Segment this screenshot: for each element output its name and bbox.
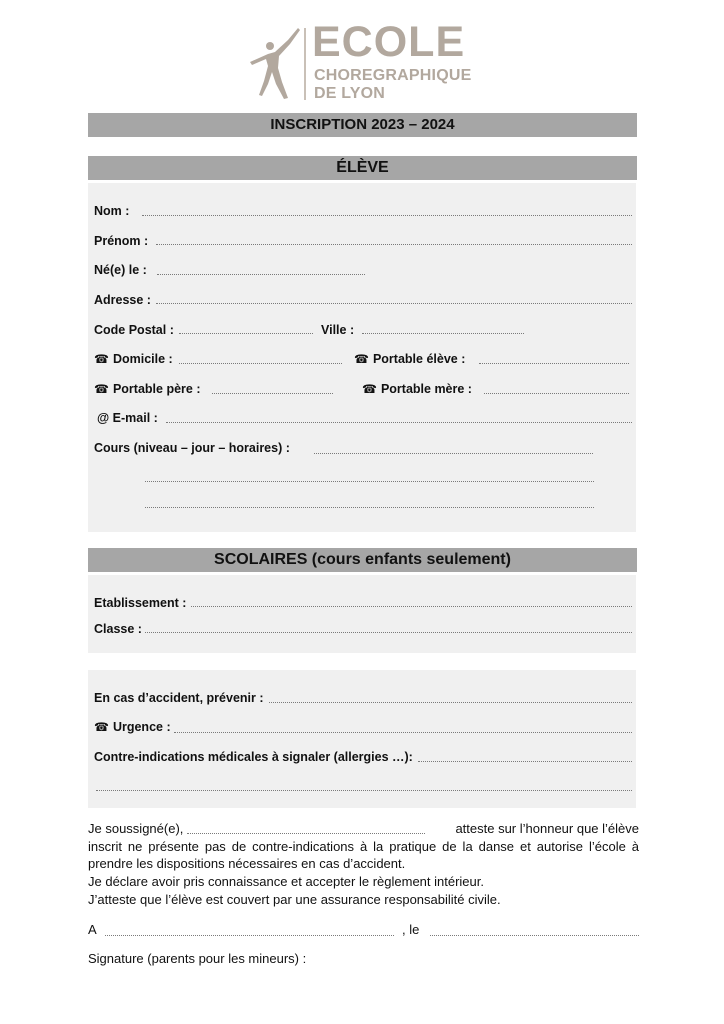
phone-icon: ☎ [362,382,377,396]
portable-pere-label [94,381,200,397]
classe-label: Classe : [94,622,142,636]
soussigne-name-field[interactable] [187,832,425,834]
cours-label: Cours (niveau – jour – horaires) : [94,441,290,455]
attestation-line-3: prendre les dispositions nécessaires en cas d’accident. [88,856,406,871]
logo-title: ECOLE [312,18,466,66]
email-field[interactable] [166,421,632,423]
portable-pere-label-text: Portable père : [112,382,201,396]
phone-icon: ☎ [94,382,109,396]
prenom-field[interactable] [156,243,632,245]
cours-field-1[interactable] [314,452,593,454]
lieu-field[interactable] [105,934,394,936]
logo-subtitle-2: DE LYON [314,85,386,102]
date-field[interactable] [430,934,639,936]
portable-mere-label-text: Portable mère : [380,382,472,396]
adresse-label: Adresse : [94,293,151,307]
phone-icon: ☎ [94,720,109,734]
urgence-label [94,719,171,735]
email-label: @ E-mail : [97,411,158,425]
phone-icon: ☎ [354,352,369,366]
ville-field[interactable] [362,332,524,334]
classe-field[interactable] [145,631,632,633]
atteste-text: atteste sur l’honneur que l’élève [455,821,639,836]
code-postal-label: Code Postal : [94,323,174,337]
domicile-label [94,351,173,367]
signature-label: Signature (parents pour les mineurs) : [88,951,307,966]
prenom-label: Prénom : [94,234,149,248]
birthdate-label: Né(e) le : [94,263,147,277]
urgence-label-text: Urgence : [112,720,171,734]
date-label: , le [402,922,420,937]
prevenir-label: En cas d’accident, prévenir : [94,691,264,705]
section-heading-eleve: ÉLÈVE [88,156,637,180]
prevenir-field[interactable] [269,701,632,703]
cours-field-2[interactable] [145,480,594,482]
portable-pere-field[interactable] [212,392,333,394]
domicile-label-text: Domicile : [112,352,173,366]
contre-indications-field-2[interactable] [96,789,632,791]
phone-icon: ☎ [94,352,109,366]
logo-subtitle-1: CHOREGRAPHIQUE [314,67,472,84]
je-soussigne-text: Je soussigné(e), [88,821,184,836]
cours-field-3[interactable] [145,506,594,508]
portable-mere-label [362,381,472,397]
portable-mere-field[interactable] [484,392,629,394]
contre-indications-label: Contre-indications médicales à signaler (allergies …): [94,750,413,764]
lieu-label: A [88,922,97,937]
attestation-line-4: Je déclare avoir pris connaissance et accepter le règlement intérieur. [88,874,484,889]
form-title: INSCRIPTION 2023 – 2024 [88,113,637,137]
code-postal-field[interactable] [179,332,313,334]
domicile-field[interactable] [179,362,342,364]
nom-field[interactable] [142,214,632,216]
urgence-field[interactable] [174,731,632,733]
nom-label: Nom : [94,204,130,218]
logo-divider [304,28,306,100]
portable-eleve-label [354,351,465,367]
attestation-line-5: J’atteste que l’élève est couvert par une assurance responsabilité civile. [88,892,501,907]
contre-indications-field-1[interactable] [418,760,632,762]
birthdate-field[interactable] [157,273,365,275]
section-heading-scolaires: SCOLAIRES (cours enfants seulement) [88,548,637,572]
etablissement-label: Etablissement : [94,596,187,610]
etablissement-field[interactable] [191,605,632,607]
dancer-silhouette-icon [248,26,302,102]
portable-eleve-label-text: Portable élève : [372,352,466,366]
school-logo [248,18,478,104]
ville-label: Ville : [321,323,355,337]
adresse-field[interactable] [156,302,632,304]
portable-eleve-field[interactable] [479,362,629,364]
section-scolaires [88,575,636,653]
attestation-line-2: inscrit ne présente pas de contre-indications à la pratique de la danse et autorise l’école à [88,839,639,854]
